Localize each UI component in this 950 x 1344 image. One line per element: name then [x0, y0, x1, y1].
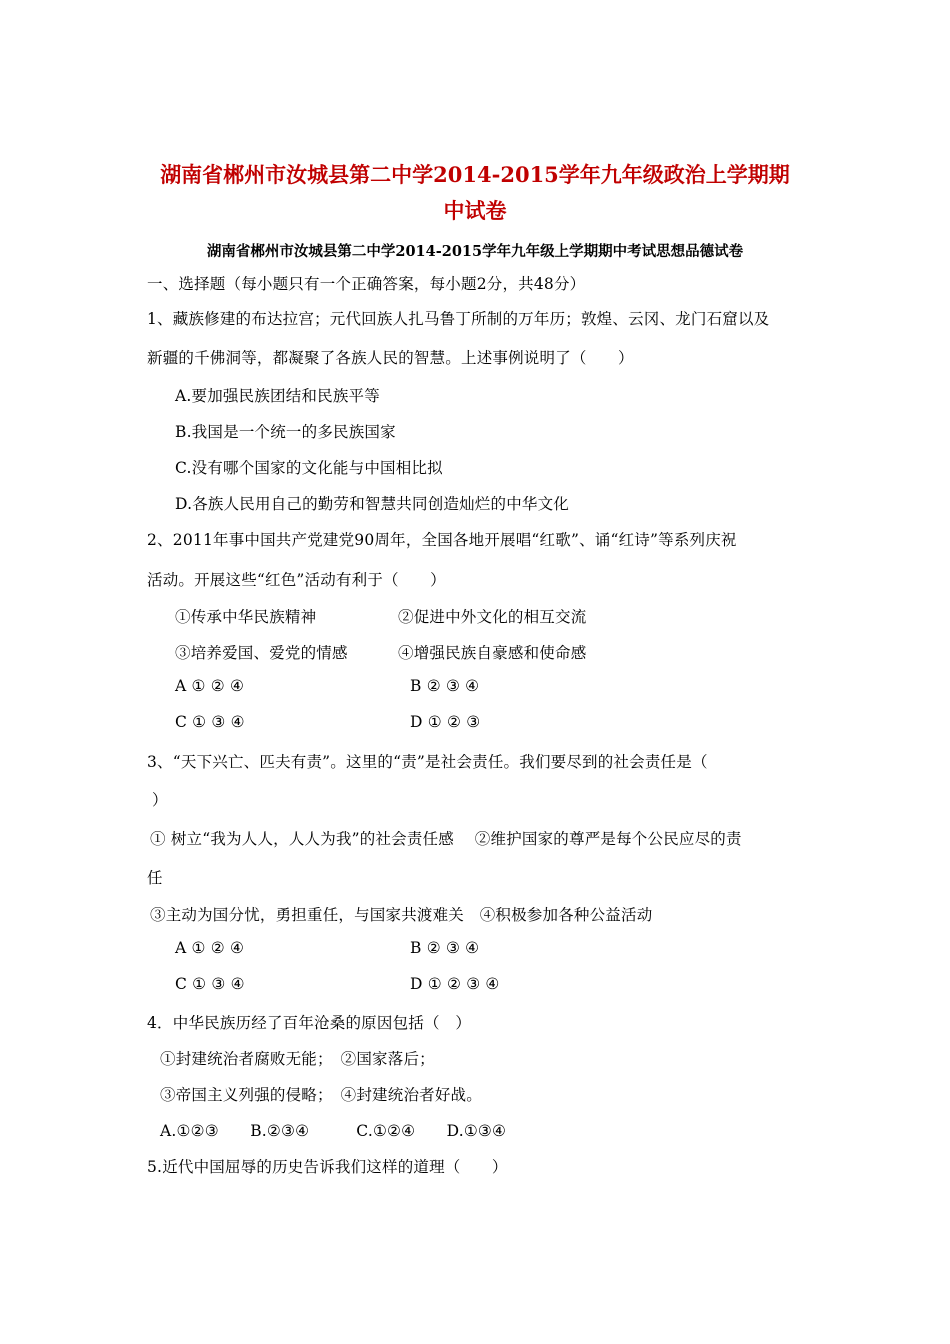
- q1-stem-line-1: 1、藏族修建的布达拉宫；元代回族人扎马鲁丁所制的万年历；敦煌、云冈、龙门石窟以及: [147, 310, 770, 328]
- q4-items-line-2: ③帝国主义列强的侵略； ④封建统治者好战。: [160, 1086, 482, 1104]
- q1-stem-line-2: 新疆的千佛洞等，都凝聚了各族人民的智慧。上述事例说明了（ ）: [147, 349, 634, 367]
- exam-title-line-2: 中试卷: [443, 198, 507, 223]
- q2-item-1: ①传承中华民族精神: [175, 608, 317, 626]
- q4-choices: A.①②③ B.②③④ C.①②④ D.①③④: [160, 1122, 507, 1140]
- exam-title-line-1: 湖南省郴州市汝城县第二中学2014-2015学年九年级政治上学期期: [160, 162, 790, 187]
- q1-option-d: D.各族人民用自己的勤劳和智慧共同创造灿烂的中华文化: [175, 495, 570, 513]
- exam-subtitle: 湖南省郴州市汝城县第二中学2014-2015学年九年级上学期期中考试思想品德试卷: [206, 243, 744, 260]
- q2-choice-d: D ① ② ③: [410, 713, 481, 731]
- q3-item-1-line-1: ① 树立“我为人人，人人为我”的社会责任感 ②维护国家的尊严是每个公民应尽的责: [150, 830, 742, 848]
- q4-stem: 4．中华民族历经了百年沧桑的原因包括（ ）: [147, 1014, 472, 1032]
- q1-option-c: C.没有哪个国家的文化能与中国相比拟: [175, 459, 443, 477]
- q1-option-b: B.我国是一个统一的多民族国家: [175, 423, 396, 441]
- q3-item-1-line-2: 任: [147, 869, 163, 887]
- section-heading: 一、选择题（每小题只有一个正确答案，每小题2分，共48分）: [147, 275, 586, 293]
- q4-items-line-1: ①封建统治者腐败无能； ②国家落后；: [160, 1050, 435, 1068]
- q5-stem: 5.近代中国屈辱的历史告诉我们这样的道理（ ）: [147, 1158, 508, 1176]
- q3-stem-line-2: ）: [152, 791, 168, 809]
- q1-option-a: A.要加强民族团结和民族平等: [175, 387, 380, 405]
- q2-stem-line-2: 活动。开展这些“红色”活动有利于（ ）: [147, 571, 446, 589]
- q3-choice-a: A ① ② ④: [175, 939, 245, 957]
- q2-choice-a: A ① ② ④: [175, 677, 245, 695]
- q3-choice-d: D ① ② ③ ④: [410, 975, 500, 993]
- q2-stem-line-1: 2、2011年事中国共产党建党90周年，全国各地开展唱“红歌”、诵“红诗”等系列庆祝: [147, 531, 737, 549]
- q3-item-2: ③主动为国分忧，勇担重任，与国家共渡难关 ④积极参加各种公益活动: [150, 906, 653, 924]
- q2-item-4: ④增强民族自豪感和使命感: [398, 644, 587, 662]
- q2-item-3: ③培养爱国、爱党的情感: [175, 644, 348, 662]
- q2-choice-b: B ② ③ ④: [410, 677, 480, 695]
- q3-stem-line-1: 3、“天下兴亡、匹夫有责”。这里的“责”是社会责任。我们要尽到的社会责任是（: [147, 753, 708, 771]
- q2-choice-c: C ① ③ ④: [175, 713, 245, 731]
- q2-item-2: ②促进中外文化的相互交流: [398, 608, 587, 626]
- q3-choice-b: B ② ③ ④: [410, 939, 480, 957]
- q3-choice-c: C ① ③ ④: [175, 975, 245, 993]
